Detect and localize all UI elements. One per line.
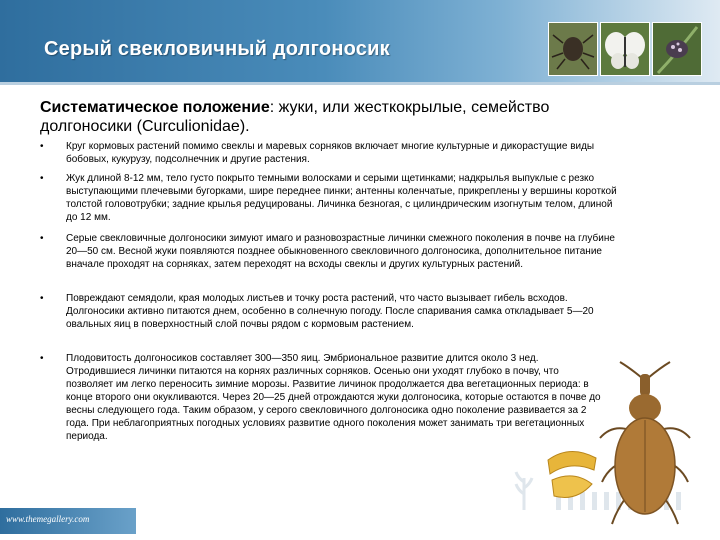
bullet-text: Серые свекловичные долгоносики зимуют имаго и разновозрастные личинки смежного поколения в почве на глубине 20—50 см. Весной жуки появляются позднее обыкновенного свекловичного долгоносика, дополнительное питание вначале проходят на сорняках, затем переходят на всходы свеклы и других культурных растений. [66,233,615,270]
footer-link[interactable]: www.themegallery.com [6,514,90,524]
insect-photo-icon [548,22,598,76]
weevil-beetle-icon [590,360,700,530]
subtitle-label: Систематическое положение [40,99,270,116]
page-title: Серый свекловичный долгоносик [44,38,390,60]
systematic-position [40,98,600,136]
bullet-dot: • [40,173,44,184]
bullet-text: Жук длиной 8-12 мм, тело густо покрыто темными волосками и серыми щетинками; надкрылья выпуклые с резко выступающими плечевыми бугорками, шире переднее пинки; антенны коленчатые, прикреплены у вершины короткой толстой головотрубки; задние крылья редуцированы. Личинка безногая, с цилиндрическим изогнутым телом, длиной до 12 мм. [66,173,617,223]
bullet-dot: • [40,353,44,364]
bullet-dot: • [40,293,44,304]
bullet-text: Круг кормовых растений помимо свеклы и маревых сорняков включает многие культурные и дикорастущие виды бобовых, кукурузу, подсолнечник и другие растения. [66,141,595,165]
beetle-on-plant-icon [652,22,702,76]
bullet-dot: • [40,233,44,244]
bullet-text: Повреждают семядоли, края молодых листьев и точку роста растений, что часто вызывает гибель всходов. Долгоносики активно питаются днем, особенно в солнечную погоду. После спаривания самка откладывает 5—20 овальных яиц в поверхностный слой почвы рядом с кормовым растением. [66,293,594,330]
bullet-text: Плодовитость долгоносиков составляет 300—350 яиц. Эмбриональное развитие длится около 3 нед. Отродившиеся личинки питаются на корнях различных сорняков. Осенью они уходят глубоко в почву, что позволяет им легко переносить зимние морозы. Развитие личинок продолжается два вегетационных периода: в конце второго они окукливаются. Через 20—25 дней отрождаются жуки долгоносика, которые остаются в почве до весны следующего года. Таким образом, у серого свекловичного долгоносика одно поколение развивается за 2 года. При неблагоприятных погодных условиях развитие одного поколения может занимать три вегетационных периода. [66,353,601,442]
subtitle-text: : жуки, или жесткокрылые, семейство долгоносики (Curculionidae). [40,99,550,135]
bullet-dot: • [40,141,44,152]
header-divider [0,82,720,85]
butterfly-photo-icon [600,22,650,76]
